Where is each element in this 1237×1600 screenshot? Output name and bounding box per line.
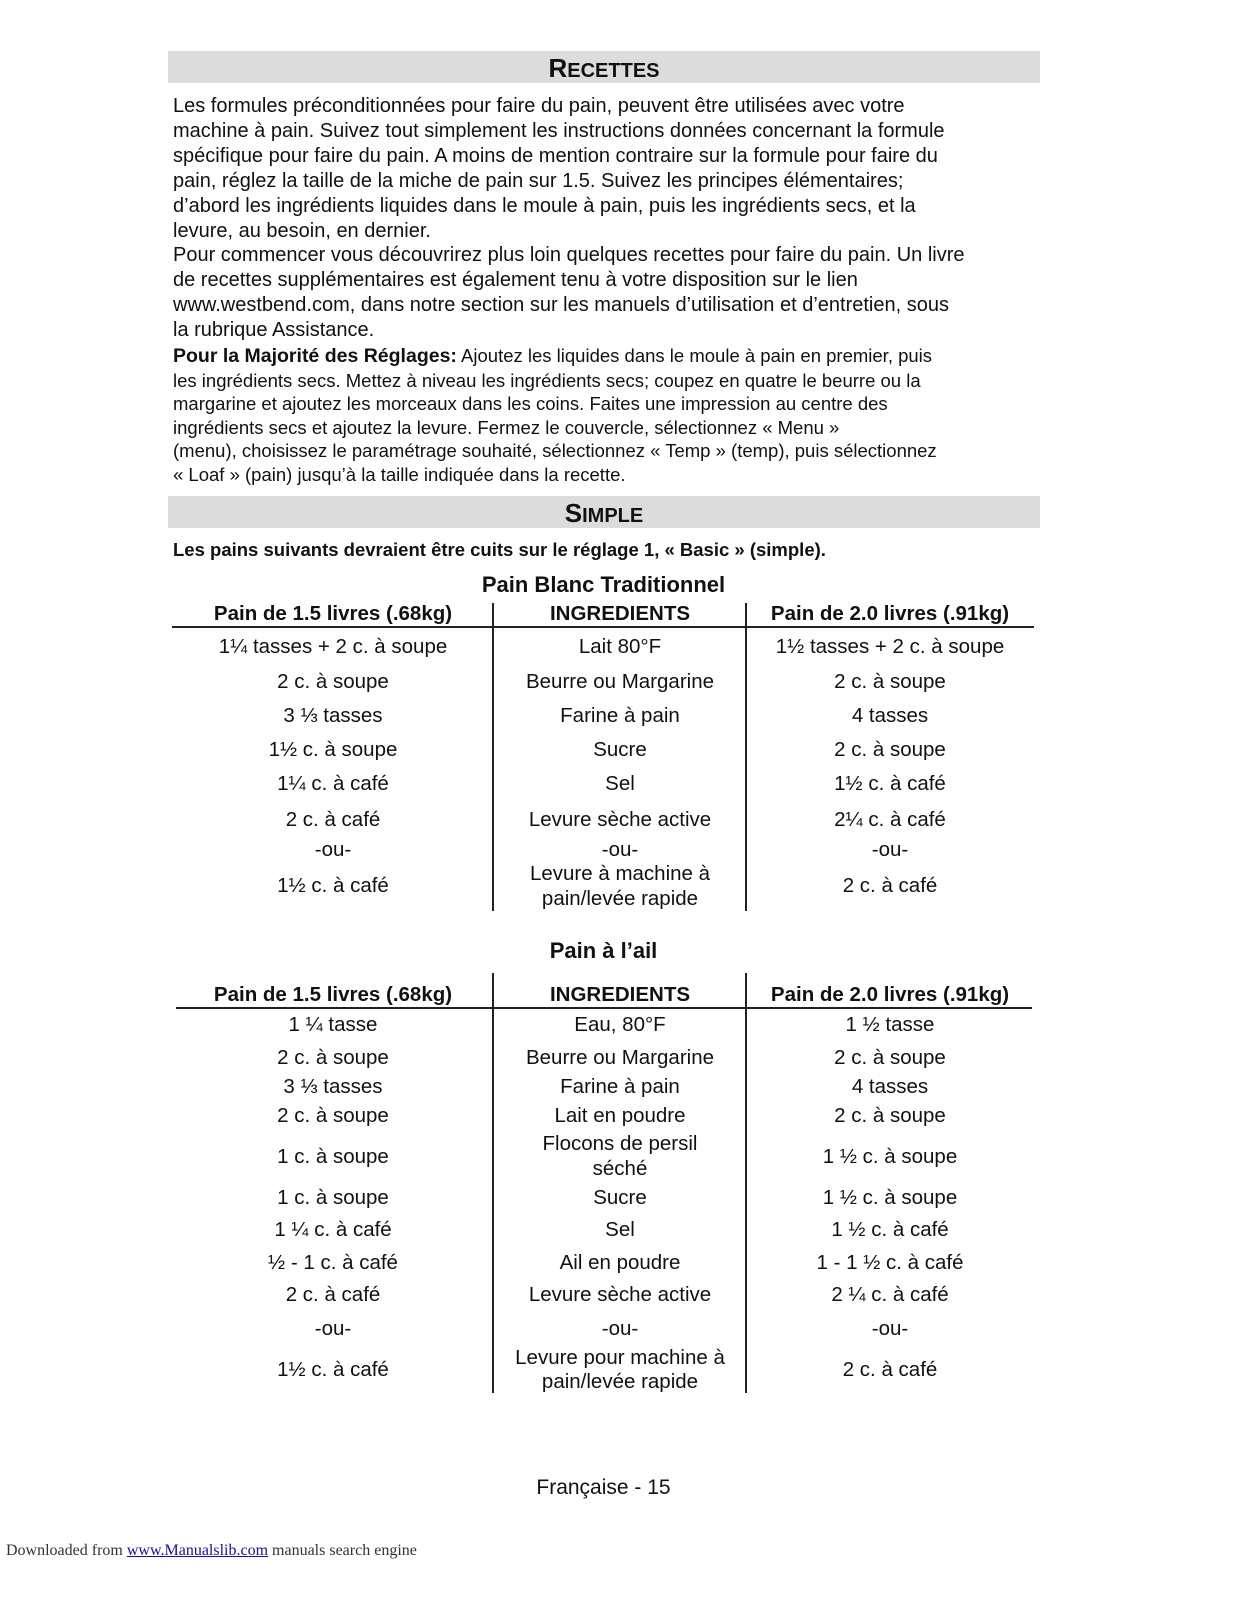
table-cell: 1½ c. à café [277,1358,389,1381]
column-header: Pain de 2.0 livres (.91kg) [770,983,1010,1006]
table-cell: 1½ c. à café [277,874,389,897]
table-cell: 2 ¼ c. à café [831,1283,949,1306]
header-rule [172,626,1034,628]
table-cell: 1 ½ c. à soupe [822,1186,958,1209]
table-cell: 2¼ c. à café [834,808,946,831]
column-header: INGREDIENTS [549,602,691,625]
table-cell: 2 c. à soupe [834,670,946,693]
table-cell: Levure sèche active [528,808,712,831]
table-cell: séché [592,1157,648,1180]
column-header: Pain de 1.5 livres (.68kg) [213,602,453,625]
text-line: levure, au besoin, en dernier. [173,219,431,242]
column-header: Pain de 2.0 livres (.91kg) [770,602,1010,625]
table-cell: Lait 80°F [578,635,662,658]
text-line: spécifique pour faire du pain. A moins de mention contraire sur la formule pour faire du [173,144,938,167]
manualslib-link[interactable]: www.Manualslib.com [126,1542,269,1559]
download-footer [6,1542,417,1560]
table-cell: -ou- [314,1317,352,1340]
table-cell: 4 tasses [851,1075,929,1098]
table-cell: Beurre ou Margarine [525,670,714,693]
table-cell: Levure pour machine à [515,1346,725,1369]
section-title-rest: IMPLE [582,505,644,527]
table-cell: 1 ½ c. à soupe [822,1145,958,1168]
settings-paragraph [173,344,1043,487]
table-cell: Flocons de persil [542,1132,698,1155]
download-prefix: Downloaded from [6,1542,127,1559]
table-cell: -ou- [601,838,639,861]
table-cell: 2 c. à soupe [277,670,389,693]
basic-setting-note: Les pains suivants devraient être cuits sur le réglage 1, « Basic » (simple). [173,539,826,560]
column-header: Pain de 1.5 livres (.68kg) [213,983,453,1006]
table-cell: 1¼ c. à café [277,772,389,795]
table-cell: Levure sèche active [528,1283,712,1306]
table-cell: -ou- [871,838,909,861]
table-cell: 1 ¼ tasse [288,1013,378,1036]
table-cell: 2 c. à soupe [277,1046,389,1069]
table-cell: 1½ c. à soupe [268,738,398,761]
text-line: la rubrique Assistance. [173,319,375,342]
download-suffix: manuals search engine [268,1542,417,1559]
section-title-rest: ECETTES [567,60,660,82]
table-cell: Sucre [593,1186,647,1209]
text-line: ingrédients secs et ajoutez la levure. Fermez le couvercle, sélectionnez « Menu » [173,416,840,438]
table-cell: Sucre [593,738,647,761]
table-cell: Ail en poudre [559,1251,681,1274]
table-cell: Farine à pain [560,704,680,727]
table-cell: 1 c. à soupe [277,1145,389,1168]
table-cell: 1 - 1 ½ c. à café [816,1251,964,1274]
column-header: INGREDIENTS [549,983,691,1006]
text-line: les ingrédients secs. Mettez à niveau les ingrédients secs; coupez en quatre le beurre ou la [173,369,921,391]
table-cell: 2 c. à soupe [834,1104,946,1127]
table-cell: 4 tasses [851,704,929,727]
table-cell: 2 c. à café [285,808,381,831]
section-header-recettes [168,51,1040,83]
settings-text: Ajoutez les liquides dans le moule à pain en premier, puis [456,345,933,366]
table-cell: 2 c. à café [842,1358,938,1381]
table-cell: 1¼ tasses + 2 c. à soupe [218,635,448,658]
table-cell: -ou- [314,838,352,861]
table-cell: 1½ tasses + 2 c. à soupe [775,635,1005,658]
table-cell: 1 ½ tasse [845,1013,935,1036]
table-cell: -ou- [871,1317,909,1340]
table-cell: 2 c. à café [285,1283,381,1306]
section-title-initial: R [548,53,568,83]
text-line: Pour commencer vous découvrirez plus loin quelques recettes pour faire du pain. Un livre [173,244,965,267]
text-line: www.westbend.com, dans notre section sur les manuels d’utilisation et d’entretien, sous [173,294,949,317]
table-cell: 2 c. à soupe [277,1104,389,1127]
table-cell: pain/levée rapide [541,887,699,910]
table-cell: Beurre ou Margarine [525,1046,714,1069]
table-cell: Eau, 80°F [574,1013,666,1036]
intro-paragraph [173,94,1043,343]
text-line [173,344,1043,369]
header-rule [176,1007,1032,1009]
table-cell: 1 c. à soupe [277,1186,389,1209]
table-cell: 2 c. à soupe [834,738,946,761]
table-cell: Lait en poudre [554,1104,686,1127]
text-line: de recettes supplémentaires est également tenu à votre disposition sur le lien [173,269,858,292]
text-line: machine à pain. Suivez tout simplement les instructions données concernant la formule [173,119,945,142]
text-line: (menu), choisissez le paramétrage souhaité, sélectionnez « Temp » (temp), puis sélectionnez [173,440,937,462]
section-header-simple [168,496,1040,528]
table-cell: pain/levée rapide [541,1370,699,1393]
text-line: « Loaf » (pain) jusqu’à la taille indiquée dans la recette. [173,463,626,485]
text-line: margarine et ajoutez les morceaux dans les coins. Faites une impression au centre des [173,393,888,415]
table-cell: 1½ c. à café [834,772,946,795]
table-cell: Sel [605,772,635,795]
table-cell: 3 ⅓ tasses [283,704,383,727]
table-cell: Levure à machine à [529,862,711,885]
recipe-title: Pain Blanc Traditionnel [481,572,726,597]
text-line: d’abord les ingrédients liquides dans le moule à pain, puis les ingrédients secs, et la [173,194,916,217]
table-cell: ½ - 1 c. à café [268,1251,398,1274]
section-title-initial: S [564,498,583,528]
page-number: Française - 15 [536,1476,671,1499]
table-cell: 2 c. à soupe [834,1046,946,1069]
recipe-title: Pain à l’ail [549,938,658,963]
table-cell: 3 ⅓ tasses [283,1075,383,1098]
text-line: pain, réglez la taille de la miche de pain sur 1.5. Suivez les principes élémentaires; [173,169,904,192]
table-cell: 1 ¼ c. à café [274,1218,392,1241]
table-cell: 1 ½ c. à café [831,1218,949,1241]
table-cell: Farine à pain [560,1075,680,1098]
table-cell: Sel [605,1218,635,1241]
text-line: Les formules préconditionnées pour faire du pain, peuvent être utilisées avec votre [173,95,905,117]
settings-label: Pour la Majorité des Réglages: [173,345,457,367]
table-cell: -ou- [601,1317,639,1340]
table-cell: 2 c. à café [842,874,938,897]
